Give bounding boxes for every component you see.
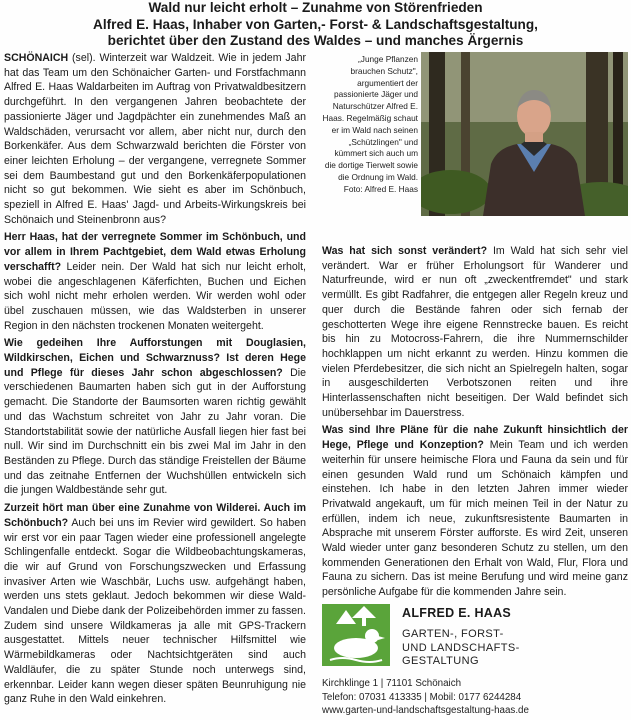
company-phone: Telefon: 07031 413335 | Mobil: 0177 6244284 <box>322 691 522 703</box>
headline-line-3: berichtet über den Zustand des Waldes – und manches Ärgernis <box>107 33 524 48</box>
company-name: ALFRED E. HAAS <box>402 606 512 620</box>
dateline: SCHÖNAICH <box>4 52 69 64</box>
forest-photo-illustration <box>421 52 628 216</box>
company-logo <box>322 604 390 666</box>
company-contact <box>322 677 529 718</box>
company-website[interactable]: www.garten-und-landschaftsgestaltung-haas.de <box>322 705 529 716</box>
tagline-line: UND LANDSCHAFTS- <box>402 641 520 654</box>
intro-paragraph <box>4 51 306 227</box>
answer: Mein Team und ich werden weiterhin für unsere heimische Flora und Fauna da sein und für einen gesunden Wald rund um Schönaich kämpfen und einstehen. Ich habe in den letzten Jahren immer wieder Privatwald angekauft, um für mich meinen Teil in der Natur zu erfüllen, indem ich neue, zukunftsresistente Baumarten in Absprache mit unserem Förster aufforste. Es wird Zeit, unseren Wald wieder unter ganz besonderen Schutz zu stellen, um den kommenden Generationen den Erhalt von Wald, Flur, Flora und Fauna zu sichern. Das ist meine Berufung und wird meine ganz persönliche Aufgabe für die kommenden Jahre sein. <box>322 439 628 599</box>
question: Herr Haas, hat der verregnete Sommer im Schönbuch, und vor allem in Ihrem Pachtgebiet, dem Wald etwas Erholung verschafft? <box>4 231 306 273</box>
intro-text: (sel). Winterzeit war Waldzeit. Wie in jedem Jahr hat das Team um den Schönaicher Garten- und Forstfachmann Alfred E. Haas Waldarbeiten im Auftrag von Privatwaldbesitzern durchgeführt. In den vergangenen Jahren beobachtete der passionierte Jäger und Jagdpächter ein zunehmendes Maß an Waldschäden, verursacht vor allem, aber nicht nur, durch den Borkenkäfer. Aus dem Schwarzwald berichten die Förster von einer leichten Erholung – der vergangene, verregnete Sommer sei dem Baumbestand gut und den Borkenkäferpopulationen nicht so gut bekommen. Wie sieht es aber im Schönbuch, speziell in Alfred E. Haas' Jagd- und Arbeits-Wirkungskreis bei Schönaich und Steinenbronn aus? <box>4 52 306 226</box>
qa-block <box>4 336 306 498</box>
article-headline <box>0 0 631 50</box>
tagline-line: GARTEN-, FORST- <box>402 628 504 640</box>
question: Zurzeit hört man über eine Zunahme von Wilderei. Auch im Schönbuch? <box>4 502 306 529</box>
article-column-left <box>4 51 306 707</box>
article-figure <box>322 52 628 216</box>
answer: Die verschiedenen Baumarten haben sich gut in der Aufforstung gemacht. Die Standorte der Baumsorten waren richtig gewählt und das Wachstum schreitet von Jahr zu Jahr voran. Die Standortstabilität sowie der natürliche Ausfall liegen hier fast bei null. Wir sind im Durchschnitt ein bis zwei Mal im Jahr in den Beständen zu Pflege. Durch das ständige Freistellen der Bäume und das zeitnahe Entfernen der Wuchshüllen entwickeln sich die jungen Waldbestände sehr gut. <box>4 366 306 497</box>
article-column-right <box>322 244 628 600</box>
answer: Leider nein. Der Wald hat sich nur leicht erholt, wobei die angeschlagenen Käferfichten, Buchen und Eichen sich wohl nicht mehr erholen werden. Wir werden wohl oder übel zuschauen müssen, wie das Waldsterben in unserer Region in den nächsten trockenen Monaten weitergeht. <box>4 260 306 332</box>
company-tagline <box>402 628 520 669</box>
qa-block <box>4 501 306 707</box>
company-address: Kirchklinge 1 | 71101 Schönaich <box>322 678 462 689</box>
answer: Auch bei uns im Revier wird gewildert. So haben wir erst vor ein paar Tagen wieder eine professionell angelegte Schlingenfalle entdeckt. Sogar die Wildbeobachtungskameras, die wir auf Grund von Forschungszwecken und Erfassung invasiver Arten wie Waschbär, Luchs usw. aufgehängt haben, werden uns stets geklaut. Jedoch bekommen wir diese Wald-Vandalen und Diebe dank der Polizeibehörden immer zu fassen. Zudem sind unsere Wildkameras ja alle mit GPS-Trackern ausgestattet. Mittels neuer technischer Hilfsmittel wie Wärmebildkameras oder Nachtsichtgeräten sind auch Waldläufer, die zu später Stunde noch unterwegs sind, erkennbar. Leider kann wegen dieser späten Beunruhigung nie ganz Ruhe in den Wald einkehren. <box>4 516 306 706</box>
headline-line-1: Wald nur leicht erholt – Zunahme von Störenfrieden <box>148 0 483 15</box>
tagline-line: GESTALTUNG <box>402 655 479 667</box>
photo-caption: „Junge Pflanzen brauchen Schutz", argumentiert der passionierte Jäger und Naturschützer Alfred E. Haas. Regelmäßig schaut er im Wald nach seinen „Schützlingen" und kümmert sich auch um die dortige Tierwelt sowie die Ordnung im Wald. Foto: Alfred E. Haas <box>322 54 418 194</box>
qa-block <box>4 230 306 333</box>
question: Was sind Ihre Pläne für die nahe Zukunft hinsichtlich der Hege, Pflege und Konzeption? <box>322 424 628 452</box>
question: Wie gedeihen Ihre Aufforstungen mit Douglasien, Wildkirschen, Eichen und Schwarznuss? Ist deren Hege und Pflege für dieses Jahr schon abgeschlossen? <box>4 337 306 379</box>
answer: Im Wald hat sich sehr viel verändert. War er früher Erholungsort für Wanderer und Naturfreunde, wird er nun oft „zweckentfremdet" und stark vermüllt. Es gibt Radfahrer, die entgegen aller Regeln kreuz und quer durch die Bestände fahren oder sich fernab der geschotterten Wege ihre eigene Rennstrecke bauen. Es reicht bis hin zu Motocross-Fahrern, die ihre Nummernschilder hochklappen um nicht erkannt zu werden. Hinzu kommen die vielen Pferdebesitzer, die sich nicht an Spielregeln halten, sogar in ausgeschilderten Verbotszonen reiten und ihre Hinterlassenschaften nicht beseitigen. Der Wald befindet sich unübersehbar im Dauerstress. <box>322 245 628 419</box>
company-ad <box>322 604 628 720</box>
duck-logo-icon <box>322 604 390 666</box>
question: Was hat sich sonst verändert? <box>322 245 488 257</box>
qa-block <box>322 244 628 420</box>
headline-line-2: Alfred E. Haas, Inhaber von Garten,- Forst- & Landschaftsgestaltung, <box>93 16 538 32</box>
forester-photo <box>421 52 628 216</box>
qa-block <box>322 423 628 599</box>
